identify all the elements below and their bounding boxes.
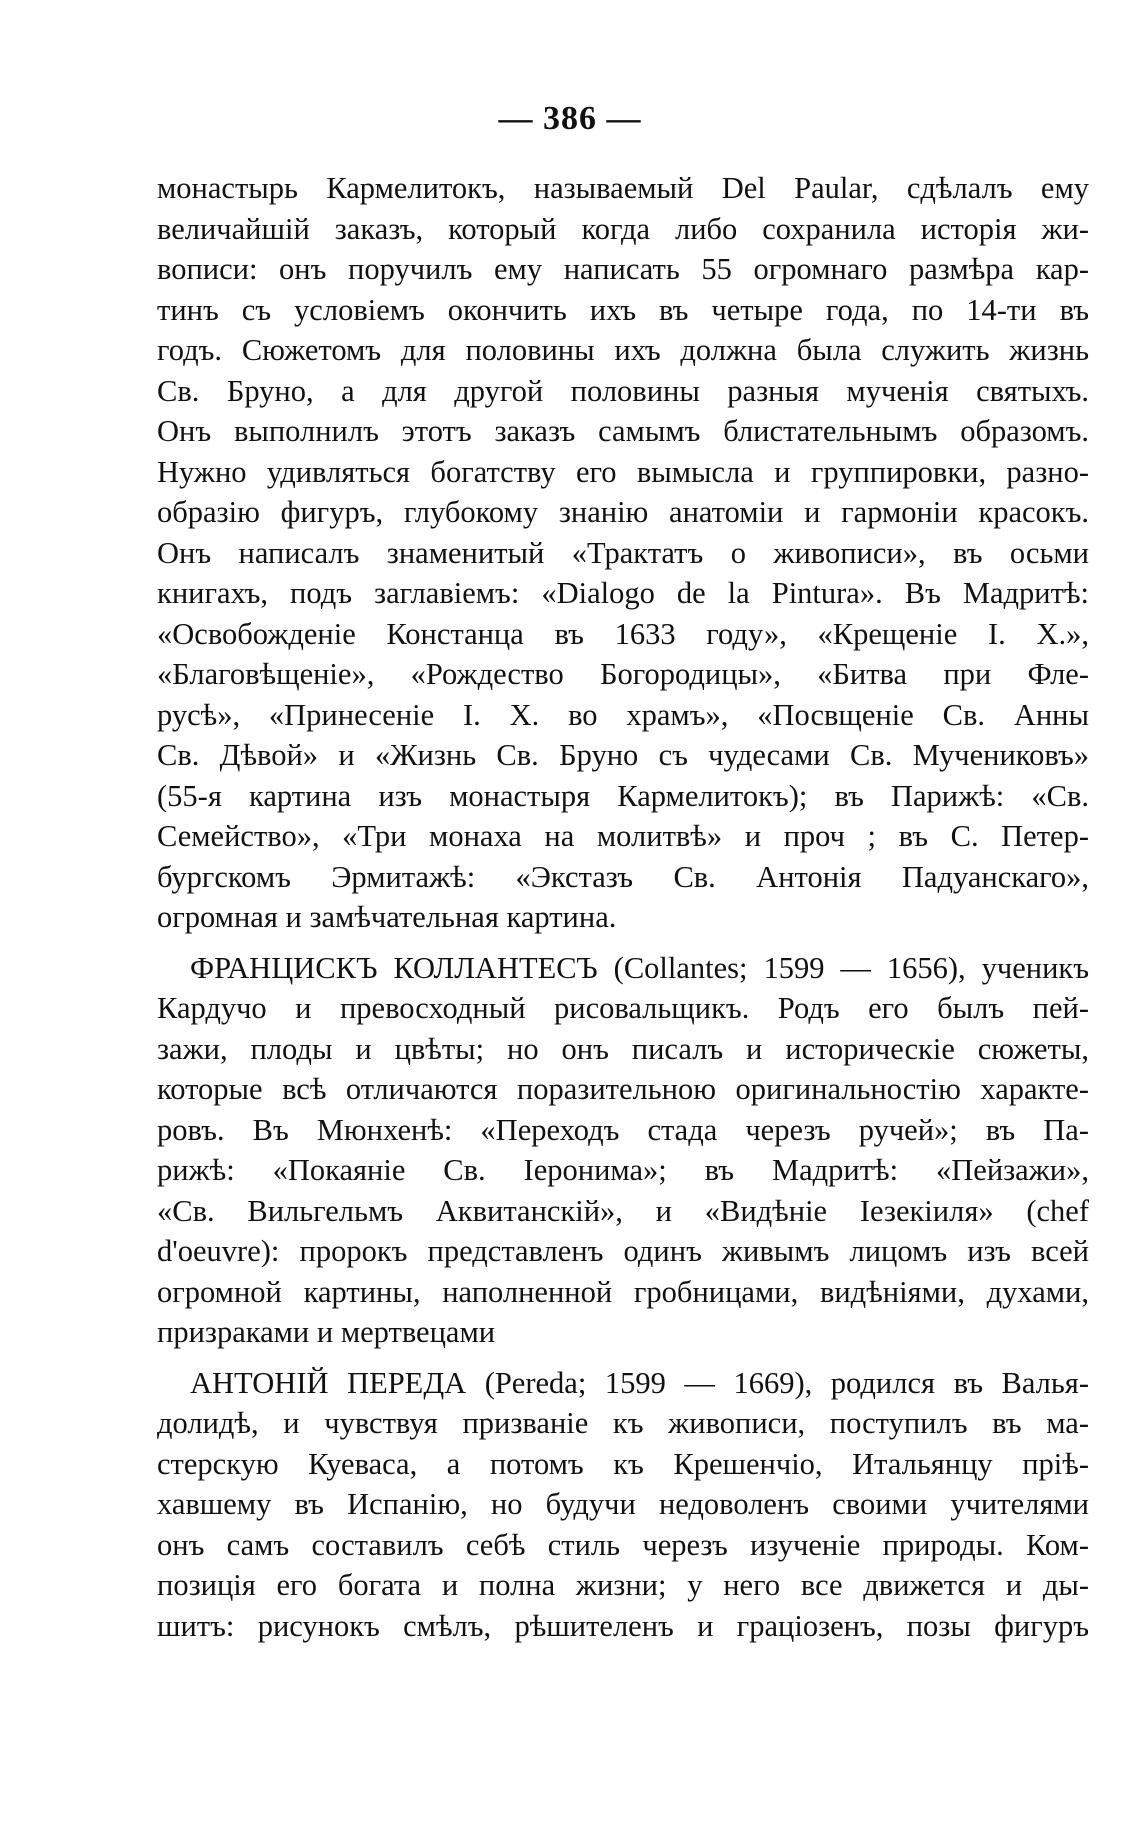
text-line: Семейство», «Три монаха на молитвѣ» и проч ; въ С. Петер- <box>157 819 1089 853</box>
text-line: огромная и замѣчательная картина. <box>157 900 617 934</box>
paragraph-collantes <box>157 948 1089 1353</box>
text-line: онъ самъ составилъ себѣ стиль черезъ изученіе природы. Ком- <box>157 1527 1089 1562</box>
body-text <box>157 168 1089 1646</box>
text-line: Св. Дѣвой» и «Жизнь Св. Бруно съ чудесами Св. Мучениковъ» <box>157 738 1089 772</box>
text-line: «Благовѣщеніе», «Рождество Богородицы», «Битва при Фле- <box>157 657 1089 691</box>
text-line: хавшему въ Испанію, но будучи недоволенъ своими учителями <box>157 1487 1089 1521</box>
text-line: «Освобожденіе Констанца въ 1633 году», «Крещеніе І. Х.», <box>157 616 1089 651</box>
paragraph-pereda <box>157 1363 1089 1647</box>
paragraph-carducho-continued <box>157 168 1089 938</box>
text-line: величайшій заказъ, который когда либо сохранила исторія жи- <box>157 211 1089 246</box>
text-line: Онъ выполнилъ этотъ заказъ самымъ блистательнымъ образомъ. <box>157 414 1089 448</box>
text-line: позиція его богата и полна жизни; у него все движется и ды- <box>157 1568 1089 1602</box>
text-line: рижѣ: «Покаяніе Св. Іеронима»; въ Мадритѣ: «Пейзажи», <box>157 1153 1089 1187</box>
page-number: — 386 — <box>498 100 642 137</box>
text-line: ФРАНЦИСКЪ КОЛЛАНТЕСЪ (Collantes; 1599 — 1656), ученикъ <box>190 950 1089 985</box>
text-line: огромной картины, наполненной гробницами, видѣніями, духами, <box>157 1274 1089 1309</box>
text-line: d'oeuvre): пророкъ представленъ одинъ живымъ лицомъ изъ всей <box>157 1234 1089 1268</box>
text-line: шитъ: рисунокъ смѣлъ, рѣшителенъ и граціозенъ, позы фигуръ <box>157 1608 1089 1643</box>
text-line: Кардучо и превосходный рисовальщикъ. Родъ его былъ пей- <box>157 991 1089 1025</box>
text-line: Нужно удивляться богатству его вымысла и группировки, разно- <box>157 454 1089 489</box>
text-line: «Св. Вильгельмъ Аквитанскій», и «Видѣніе Іезекіиля» (chef <box>157 1193 1089 1228</box>
text-line: (55-я картина изъ монастыря Кармелитокъ); въ Парижѣ: «Св. <box>157 778 1089 813</box>
text-line: тинъ съ условіемъ окончить ихъ въ четыре года, по 14-ти въ <box>157 292 1089 327</box>
text-line: зажи, плоды и цвѣты; но онъ писалъ и историческіе сюжеты, <box>157 1031 1089 1066</box>
text-line: ровъ. Въ Мюнхенѣ: «Переходъ стада черезъ ручей»; въ Па- <box>157 1112 1089 1147</box>
text-line: которые всѣ отличаются поразительною оригинальностію характе- <box>157 1072 1089 1106</box>
text-line: монастырь Кармелитокъ, называемый Del Paular, сдѣлалъ ему <box>157 171 1089 205</box>
text-line: Св. Бруно, а для другой половины разныя мученія святыхъ. <box>157 373 1089 408</box>
text-line: образію фигуръ, глубокому знанію анатоміи и гармоніи красокъ. <box>157 495 1089 529</box>
text-line: АНТОНІЙ ПЕРЕДА (Pereda; 1599 — 1669), родился въ Валья- <box>190 1365 1089 1400</box>
text-line: долидѣ, и чувствуя призваніе къ живописи, поступилъ въ ма- <box>157 1406 1089 1440</box>
text-line: стерскую Куеваса, а потомъ къ Крешенчіо, Итальянцу пріѣ- <box>157 1446 1089 1481</box>
text-line: Онъ написалъ знаменитый «Трактатъ о живописи», въ осьми <box>157 535 1089 570</box>
text-line: годъ. Сюжетомъ для половины ихъ должна была служить жизнь <box>157 333 1089 367</box>
text-line: призраками и мертвецами <box>157 1315 496 1349</box>
text-line: книгахъ, подъ заглавіемъ: «Dialogo de la Pintura». Въ Мадритѣ: <box>157 576 1089 610</box>
text-line: русѣ», «Принесеніе І. Х. во храмъ», «Посвщеніе Св. Анны <box>157 697 1089 732</box>
text-line: бургскомъ Эрмитажѣ: «Экстазъ Св. Антонія Падуанскаго», <box>157 859 1089 894</box>
text-line: вописи: онъ поручилъ ему написать 55 огромнаго размѣра кар- <box>157 252 1089 286</box>
